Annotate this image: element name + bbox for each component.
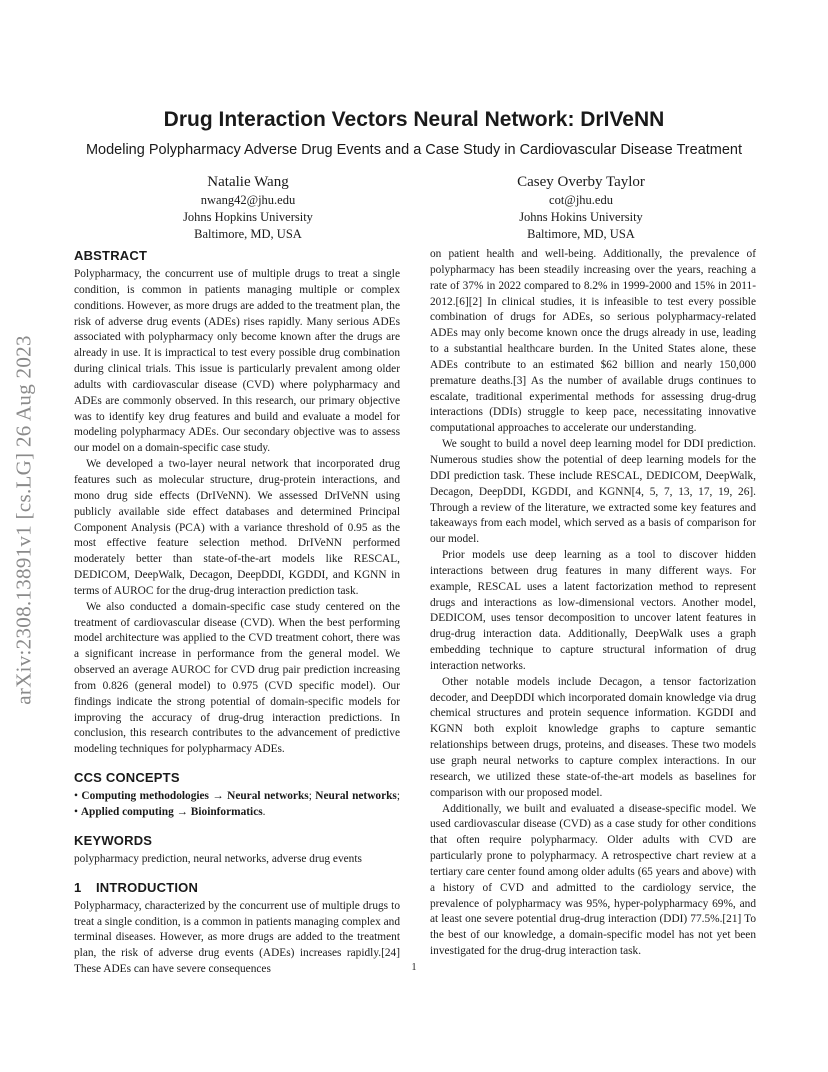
page-number: 1 — [411, 962, 417, 973]
ccs-suffix: . — [262, 806, 266, 818]
keywords-text: polypharmacy prediction, neural networks, adverse drug events — [74, 852, 362, 865]
keywords-heading: KEYWORDS — [74, 832, 153, 848]
right-column — [430, 247, 756, 960]
author-email: cot@jhu.edu — [549, 193, 613, 207]
author-block-2 — [431, 172, 731, 243]
arxiv-identifier-text: arXiv:2308.13891v1 [cs.LG] 26 Aug 2023 — [11, 335, 36, 705]
introduction-paragraph-4: Other notable models include Decagon, a tensor factorization decoder, and DeepDDI which incorporated domain knowledge via drug chemical structures and protein sequence information. KGDDI and KGNN both exploit knowledge graphs to capture semantic relationships between drugs, proteins, and diseases. These two models use graph neural networks to capture complex interactions. In our research, we utilized these state-of-the-art models as baselines for comparison with our proposed model. — [430, 675, 756, 799]
author-location: Baltimore, MD, USA — [194, 227, 302, 241]
introduction-paragraph-3: Prior models use deep learning as a tool to discover hidden interactions between drug features in many different ways. For example, RESCAL uses a latent factorization method to represent drugs and interactions as low-dimensional vectors. Another model, DEDICOM, uses tensor decomposition to uncover latent features in drug-drug interaction data. Additionally, DeepWalk uses a graph embedding technique to capture structural information of drug interaction networks. — [430, 549, 756, 672]
ccs-bullet: • — [74, 790, 82, 803]
ccs-concept-3: Applied computing → Bioinformatics — [80, 806, 263, 818]
abstract-paragraph-1: Polypharmacy, the concurrent use of multiple drugs to treat a single condition, is common in patients managing multiple or complex conditions. However, as more drugs are added to the treatment plan, the risk of adverse drug events (ADEs) rises rapidly. Many serious ADEs associated with polypharmacy only become known after the drugs are already in use. It is impractical to test every possible drug combination during clinical trials. This issue is particularly prevalent among older adults with cardiovascular disease (CVD) where polypharmacy and ADEs are commonly observed. In this research, our primary objective was to identify key drug features and build and evaluate a model for modeling polypharmacy ADEs. Our secondary objective was to assess our model on a domain-specific case study. — [74, 268, 400, 455]
left-column — [74, 247, 400, 978]
ccs-separator: ; • — [74, 790, 400, 818]
author-block-1 — [98, 172, 398, 243]
abstract-paragraph-3: We also conducted a domain-specific case study centered on the treatment of cardiovascular disease (CVD). When the best performing model architecture was applied to the CVD treatment cohort, there was a significant increase in performance from the general model. We observed an average AUROC for CVD drug pair prediction increasing from 0.826 (general model) to 0.975 (CVD specific model). Our findings indicate the strong potential of domain-specific models for improving the accuracy of drug-drug interaction predictions. In conclusion, this research contributes to the advancement of predictive modeling techniques for polypharmacy ADEs. — [74, 600, 400, 756]
ccs-concepts-heading: CCS CONCEPTS — [74, 770, 180, 786]
introduction-paragraph-1-continued: on patient health and well-being. Additionally, the prevalence of polypharmacy has been steadily increasing over the years, reaching a rate of 37% in 2022 compared to 8.2% in 1999-2000 and 15% in 2011-2012.[6][2] In clinical studies, it is infeasible to test every possible combination of drugs for ADEs, so serious polypharmacy-related ADEs may only become known once the drugs already in use, leading to a substantial healthcare burden. In the United States alone, these ADEs contribute to an estimated $62 billion and nearly 150,000 premature deaths.[3] As the number of available drugs continues to escalate, traditional experimental methods for assessing drug-drug interactions (DDIs) struggle to keep pace, necessitating innovative computational approaches to accelerate our understanding. — [430, 248, 756, 435]
section-number: 1 — [74, 879, 82, 895]
ccs-concept-2: Neural networks — [315, 790, 397, 803]
abstract-heading: ABSTRACT — [74, 248, 148, 263]
author-affiliation: Johns Hopkins University — [183, 210, 313, 224]
author-name: Casey Overby Taylor — [517, 174, 645, 190]
ccs-concepts-text — [74, 789, 400, 821]
author-email: nwang42@jhu.edu — [200, 193, 296, 207]
ccs-concept-1: Computing methodologies → Neural networks — [81, 790, 309, 803]
author-affiliation: Johns Hokins University — [519, 210, 643, 224]
paper-subtitle: Modeling Polypharmacy Adverse Drug Events and a Case Study in Cardiovascular Disease Treatment — [85, 142, 743, 158]
introduction-paragraph-1: Polypharmacy, characterized by the concurrent use of multiple drugs to treat a single condition, is a common in patients managing complex and terminal diseases. However, as more drugs are added to the treatment plan, the risk of adverse drug events (ADEs) increases rapidly.[24] These ADEs can have severe consequences — [74, 899, 400, 976]
ccs-separator: ; — [308, 790, 316, 803]
author-name: Natalie Wang — [207, 174, 289, 190]
abstract-paragraph-2: We developed a two-layer neural network that incorporated drug features such as molecular structure, drug-protein interactions, and mono drug side effects (DrIVeNN). We assessed DrIVeNN using publicly available side effect databases and determined Principal Component Analysis (PCA) with a variance threshold of 0.95 as the most effective feature selection method. DrIVeNN performed moderately better than state-of-the-art models like RESCAL, DEDICOM, DeepWalk, Decagon, DeepDDI, KGDDI, and KGNN in terms of AUROC for the drug-drug interaction prediction task. — [74, 458, 400, 597]
author-location: Baltimore, MD, USA — [527, 227, 635, 241]
section-title: INTRODUCTION — [96, 879, 199, 895]
introduction-paragraph-5: Additionally, we built and evaluated a disease-specific model. We used cardiovascular disease (CVD) as a case study for other conditions that often require polypharmacy. Older adults with CVD are particularly prone to polypharmacy. A retrospective chart review at a tertiary care center found among older adults (65 years and above) with a history of CVD and admitted to the cardiology service, the prevalence of polypharmacy was 95%, hyper-polypharmacy 69%, and at least one severe potential drug-drug interaction (DDI) 77.5%.[21] To the best of our knowledge, a domain-specific model has not yet been investigated for the drug-drug interaction task. — [430, 802, 756, 958]
introduction-heading — [74, 879, 400, 897]
introduction-paragraph-2: We sought to build a novel deep learning model for DDI prediction. Numerous studies show the potential of deep learning models for the DDI prediction task. These include RESCAL, DEDICOM, DeepWalk, Decagon, DeepDDI, KGDDI, and KGNN[4, 5, 7, 13, 17, 19, 26]. Through a review of the literature, we extracted some key features and takeaways from each model, which served as a basis of comparison for our model. — [430, 438, 756, 546]
paper-title: Drug Interaction Vectors Neural Network: DrIVeNN — [163, 108, 665, 131]
